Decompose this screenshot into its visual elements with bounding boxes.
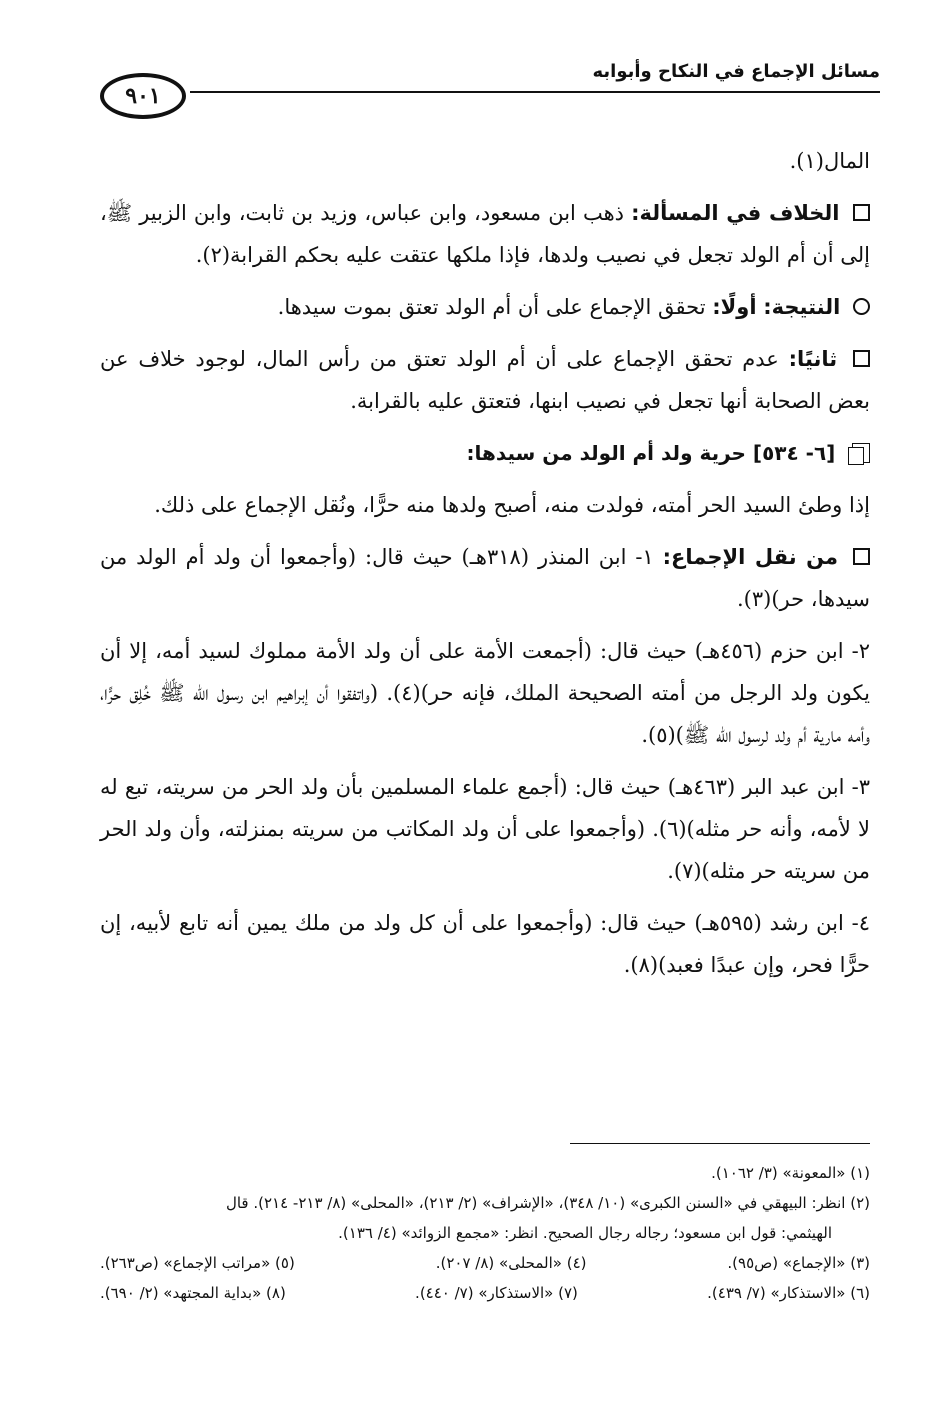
paragraph-item-3 bbox=[100, 766, 870, 892]
khilaf-text: ذهب ابن مسعود، وابن عباس، وزيد بن ثابت، وابن الزبير ﷺ، bbox=[100, 201, 625, 225]
footnote-rule bbox=[570, 1143, 870, 1144]
running-title: مسائل الإجماع في النكاح وأبوابه bbox=[592, 61, 880, 82]
footnote-3: (٣) «الإجماع» (ص٩٥). bbox=[727, 1254, 870, 1272]
paragraph-item-4 bbox=[100, 902, 870, 986]
page-number: ٩٠١ bbox=[125, 83, 161, 109]
footnote-row-3-5 bbox=[100, 1248, 870, 1278]
khilaf-text-cont: إلى أن أم الولد تجعل في نصيب ولدها، فإذا ملكها عتقت عليه بحكم القرابة(٢). bbox=[195, 243, 870, 267]
footnote-8: (٨) «بداية المجتهد» (٢/ ٦٩٠). bbox=[100, 1284, 286, 1302]
paragraph-item-2 bbox=[100, 630, 870, 756]
section-heading bbox=[100, 432, 870, 474]
footnote-7: (٧) «الاستذكار» (٧/ ٤٤٠). bbox=[415, 1284, 578, 1302]
naql-text: ١- ابن المنذر (٣١٨هـ) حيث قال: (وأجمعوا أن ولد أم الولد من سيدها، حر)(٣). bbox=[100, 545, 870, 611]
paragraph-continuation bbox=[100, 140, 870, 182]
naql-label: من نقل الإجماع: bbox=[662, 545, 839, 569]
khilaf-label: الخلاف في المسألة: bbox=[631, 201, 840, 225]
square-bullet-icon bbox=[853, 204, 870, 221]
page-header bbox=[100, 55, 880, 145]
circle-bullet-icon bbox=[853, 298, 870, 315]
result-first-label: أولًا: bbox=[712, 295, 757, 319]
item-text: ٤- ابن رشد (٥٩٥هـ) حيث قال: (وأجمعوا على أن كل ولد من ملك يمين أنه تابع لأبيه، إن حرًّا فحر، وإن عبدًا فعبد)(٨). bbox=[100, 911, 870, 977]
second-text: عدم تحقق الإجماع على أن أم الولد تعتق من رأس المال، لوجود خلاف عن بعض الصحابة أنها تجعل في نصيب ابنها، فتعتق عليه بالقرابة. bbox=[100, 347, 870, 413]
page-number-oval bbox=[100, 73, 186, 119]
second-label: ثانيًا: bbox=[788, 347, 838, 371]
footnote-5: (٥) «مراتب الإجماع» (ص٢٦٣). bbox=[100, 1254, 295, 1272]
header-rule bbox=[190, 91, 880, 93]
paragraph-text: المال(١). bbox=[789, 149, 870, 173]
main-text bbox=[100, 140, 870, 996]
paragraph-intro bbox=[100, 484, 870, 526]
footnote-6: (٦) «الاستذكار» (٧/ ٤٣٩). bbox=[707, 1284, 870, 1302]
footnote-2: (٢) انظر: البيهقي في «السنن الكبرى» (١٠/ ٣٤٨)، «الإشراف» (٢/ ٢١٣)، «المحلى» (٨/ ٢١٣- ٢١٤). قال bbox=[225, 1194, 870, 1212]
paragraph-naql bbox=[100, 536, 870, 620]
footnote-1: (١) «المعونة» (٣/ ١٠٦٢). bbox=[711, 1164, 870, 1182]
square-bullet-icon bbox=[853, 548, 870, 565]
paragraph-khilaf bbox=[100, 192, 870, 276]
section-title: [٦- ٥٣٤] حرية ولد أم الولد من سيدها: bbox=[466, 441, 836, 465]
result-first-text: تحقق الإجماع على أن أم الولد تعتق بموت سيدها. bbox=[277, 295, 706, 319]
result-label: النتيجة: bbox=[763, 295, 841, 319]
paragraph-result bbox=[100, 286, 870, 328]
item-text: ٣- ابن عبد البر (٤٦٣هـ) حيث قال: (أجمع علماء المسلمين بأن ولد الحر من سريته، تبع له لا لأمه، وأنه حر مثله)(٦). (وأجمعوا على أن ولد المكاتب من سريته بمنزلته، وأن ولد الحر من سريته حر مثله)(٧). bbox=[100, 775, 870, 883]
square-bullet-icon bbox=[853, 350, 870, 367]
footnote-4: (٤) «المحلى» (٨/ ٢٠٧). bbox=[435, 1254, 587, 1272]
footnote-2-cont: الهيثمي: قول ابن مسعود؛ رجاله رجال الصحيح. انظر: «مجمع الزوائد» (٤/ ١٣٦). bbox=[338, 1224, 832, 1242]
paragraph-second bbox=[100, 338, 870, 422]
footnotes bbox=[100, 1143, 870, 1308]
footnote-row-6-8 bbox=[100, 1278, 870, 1308]
intro-text: إذا وطئ السيد الحر أمته، فولدت منه، أصبح ولدها منه حرًّا، ونُقل الإجماع على ذلك. bbox=[154, 493, 870, 517]
item-text: ٢- ابن حزم (٤٥٦هـ) حيث قال: (أجمعت الأمة على أن ولد الأمة مملوك لسيد أمه، إلا أن يكون ولد الرجل من أمته الصحيحة الملك، فإنه حر)(٤). (واتفقوا أن إبراهيم ابن رسول الله ﷺ خُلِق حرًّا، وأمه مارية أم ولد لرسول الله ﷺ)(٥). bbox=[100, 639, 870, 747]
section-pages-icon bbox=[852, 443, 870, 463]
